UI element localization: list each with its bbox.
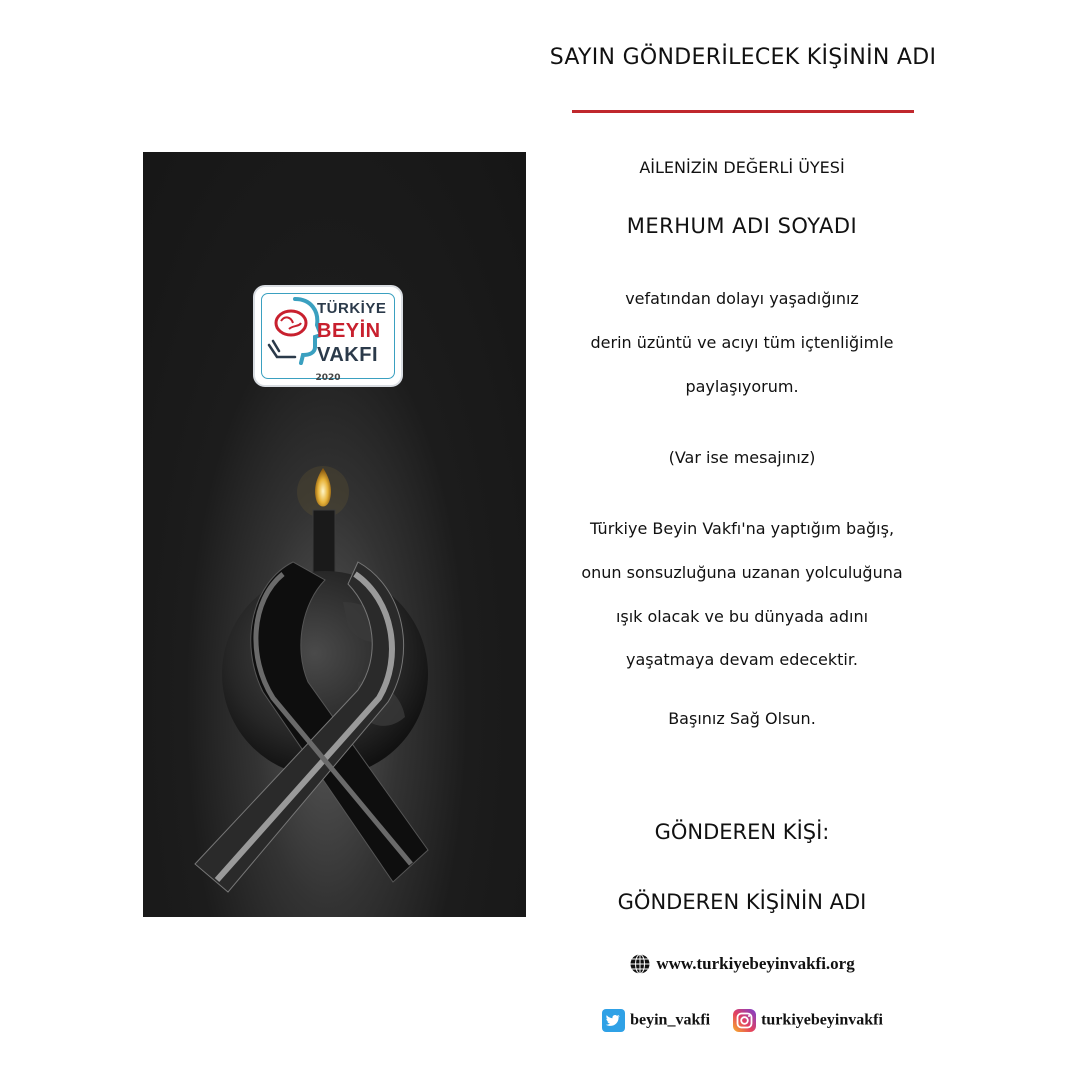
instagram-row[interactable] [733, 1009, 883, 1032]
donation-line: Türkiye Beyin Vakfı'na yaptığım bağış, [589, 519, 895, 538]
donation-line: onun sonsuzluğuna uzanan yolculuğuna [581, 563, 903, 582]
donation-line: yaşatmaya devam edecektir. [625, 650, 859, 669]
logo-line-3: VAKFI [317, 344, 379, 366]
memorial-image-panel [143, 152, 526, 917]
sender-label: GÖNDEREN KİŞİ: [654, 820, 830, 844]
brain-head-logo-icon [265, 295, 321, 367]
recipient-title: SAYIN GÖNDERİLECEK KİŞİNİN ADI [549, 45, 937, 70]
logo-line-2: BEYİN [317, 320, 381, 342]
donation-line: ışık olacak ve bu dünyada adını [615, 607, 869, 626]
candle-globe-ribbon-illustration [143, 452, 526, 917]
logo-year: 2020 [315, 373, 341, 383]
foundation-logo [253, 285, 403, 387]
condolence-line: derin üzüntü ve acıyı tüm içtenliğimle [590, 333, 894, 352]
condolence-line: vefatından dolayı yaşadığınız [625, 289, 859, 308]
instagram-handle: turkiyebeyinvakfi [761, 1011, 883, 1029]
family-member-line: AİLENİZİN DEĞERLİ ÜYESİ [639, 158, 845, 177]
twitter-icon [602, 1009, 625, 1032]
twitter-row[interactable] [602, 1009, 710, 1032]
sender-name: GÖNDEREN KİŞİNİN ADI [617, 890, 867, 914]
globe-icon [629, 953, 651, 975]
website-link[interactable]: www.turkiyebeyinvakfi.org [656, 954, 855, 973]
red-divider [572, 110, 914, 113]
closing-line: Başınız Sağ Olsun. [668, 709, 816, 728]
logo-line-1: TÜRKİYE [317, 300, 387, 317]
optional-message: (Var ise mesajınız) [668, 448, 816, 467]
condolence-line: paylaşıyorum. [685, 377, 799, 396]
website-row [556, 953, 928, 975]
deceased-name: MERHUM ADI SOYADI [626, 214, 858, 238]
instagram-icon [733, 1009, 756, 1032]
twitter-handle: beyin_vakfi [630, 1011, 711, 1029]
